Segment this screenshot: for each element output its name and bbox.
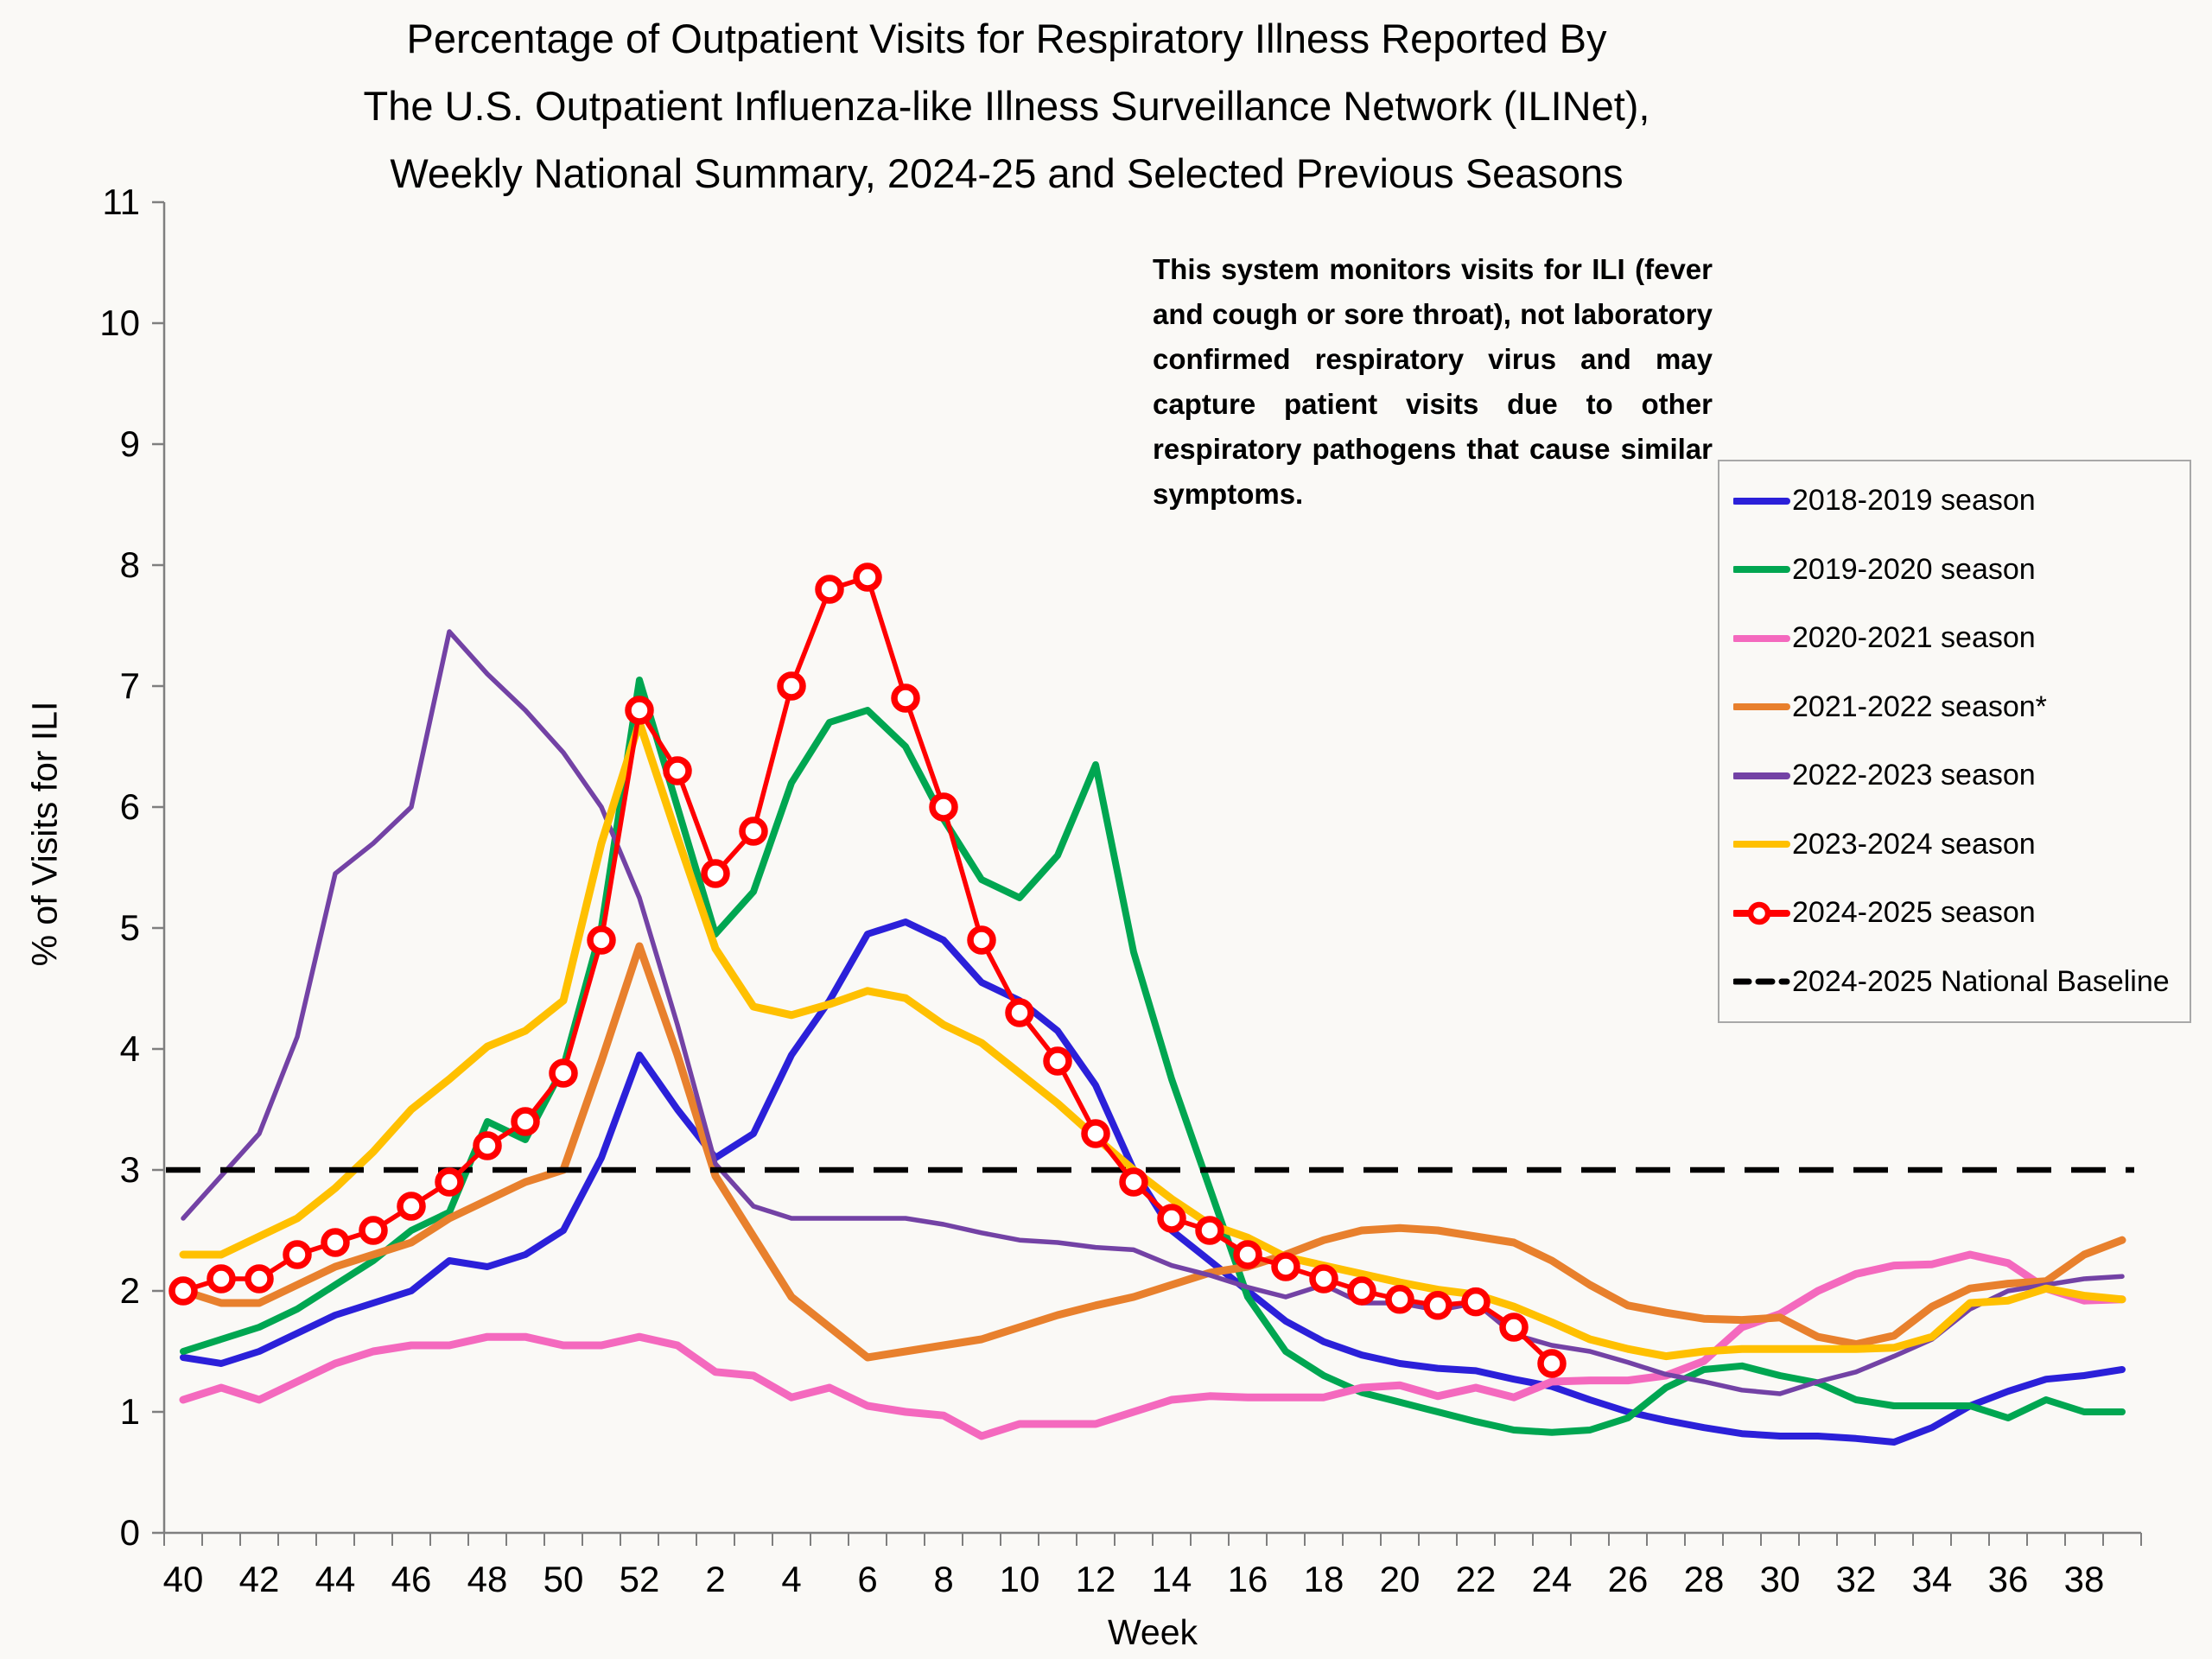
x-tick-label: 12 [1075, 1559, 1116, 1599]
x-tick-label: 10 [999, 1559, 1040, 1599]
x-tick-label: 26 [1607, 1559, 1649, 1599]
x-tick-label: 34 [1911, 1559, 1953, 1599]
y-tick-label: 11 [102, 181, 140, 222]
legend-item-2021-2022-season- [1733, 690, 2184, 724]
series-marker [932, 796, 955, 818]
legend-item-label: 2018-2019 season [1792, 484, 2036, 517]
series-marker [1389, 1288, 1411, 1311]
legend-item-2023-2024-season [1733, 828, 2184, 861]
x-tick-label: 46 [391, 1559, 432, 1599]
series-marker [248, 1268, 270, 1290]
series-marker [1122, 1171, 1145, 1193]
legend-line-swatch-icon [1733, 486, 1790, 517]
legend-item-2019-2020-season [1733, 553, 2184, 587]
x-tick-label: 32 [1835, 1559, 1877, 1599]
legend-item-label: 2020-2021 season [1792, 621, 2036, 655]
series-marker [1503, 1316, 1525, 1338]
series-marker [666, 760, 689, 782]
series-marker [704, 862, 727, 885]
y-tick-label: 0 [119, 1512, 140, 1553]
legend-item-label: 2022-2023 season [1792, 759, 2036, 792]
series-marker [1274, 1255, 1297, 1278]
series-marker [1465, 1291, 1487, 1313]
x-axis-title: Week [1107, 1612, 1198, 1652]
series-marker [1160, 1207, 1183, 1230]
legend-marker-swatch-icon [1733, 898, 1790, 929]
legend-dashed-swatch-icon [1733, 966, 1790, 997]
x-tick-label: 30 [1759, 1559, 1801, 1599]
x-tick-label: 48 [467, 1559, 508, 1599]
y-tick-label: 8 [119, 544, 140, 585]
legend-item-label: 2023-2024 season [1792, 827, 2036, 861]
y-tick-label: 10 [99, 302, 140, 343]
legend-line-swatch-icon [1733, 760, 1790, 791]
x-tick-label: 4 [781, 1559, 802, 1599]
x-tick-label: 20 [1379, 1559, 1421, 1599]
x-tick-label: 16 [1227, 1559, 1268, 1599]
x-tick-label: 18 [1303, 1559, 1344, 1599]
series-marker [1313, 1268, 1335, 1290]
x-tick-label: 8 [933, 1559, 954, 1599]
y-tick-label: 7 [119, 665, 140, 706]
y-tick-label: 2 [119, 1270, 140, 1311]
legend-line-swatch-icon [1733, 623, 1790, 654]
legend-line-swatch-icon [1733, 829, 1790, 860]
chart-title-line2: The U.S. Outpatient Influenza-like Illness Surveillance Network (ILINet), [363, 83, 1650, 129]
x-tick-label: 28 [1683, 1559, 1725, 1599]
x-tick-label: 44 [315, 1559, 356, 1599]
x-tick-label: 50 [543, 1559, 584, 1599]
legend-line-swatch-icon [1733, 691, 1790, 722]
series-marker [1008, 1001, 1031, 1024]
legend-item-label: 2024-2025 season [1792, 896, 2036, 930]
series-marker [1541, 1352, 1563, 1375]
series-marker [590, 929, 613, 951]
x-tick-label: 2 [705, 1559, 726, 1599]
legend-item-label: 2021-2022 season* [1792, 690, 2047, 723]
legend-item-2022-2023-season [1733, 759, 2184, 792]
chart-title-line1: Percentage of Outpatient Visits for Respiratory Illness Reported By [406, 16, 1607, 61]
series-marker [324, 1231, 346, 1254]
legend-item-2018-2019-season [1733, 484, 2184, 518]
series-marker [1084, 1122, 1107, 1145]
series-marker [1351, 1280, 1373, 1302]
x-tick-label: 6 [857, 1559, 878, 1599]
series-marker [970, 929, 993, 951]
y-axis-title: % of Visits for ILI [24, 701, 65, 967]
legend-item-label: 2024-2025 National Baseline [1792, 964, 2170, 998]
series-marker [818, 578, 841, 601]
series-marker [628, 699, 651, 721]
x-tick-label: 52 [619, 1559, 660, 1599]
series-marker [742, 820, 765, 842]
series-marker [210, 1268, 232, 1290]
y-tick-label: 5 [119, 907, 140, 948]
series-marker [1046, 1050, 1069, 1072]
legend-item-2024-2025-national-baseline [1733, 965, 2184, 999]
x-tick-label: 38 [2063, 1559, 2105, 1599]
legend-line-swatch-icon [1733, 554, 1790, 585]
series-marker [172, 1280, 194, 1302]
y-tick-label: 3 [119, 1149, 140, 1190]
series-marker [856, 566, 879, 588]
y-tick-label: 9 [119, 423, 140, 464]
x-tick-label: 42 [238, 1559, 280, 1599]
x-tick-label: 36 [1987, 1559, 2029, 1599]
series-marker [286, 1243, 308, 1266]
series-marker [1198, 1219, 1221, 1242]
series-marker [400, 1195, 423, 1217]
series-marker [780, 675, 803, 697]
chart-title-line3: Weekly National Summary, 2024-25 and Selected Previous Seasons [390, 150, 1624, 196]
y-tick-label: 1 [119, 1391, 140, 1432]
legend-item-2020-2021-season [1733, 621, 2184, 655]
y-tick-label: 4 [119, 1028, 140, 1069]
legend-item-label: 2019-2020 season [1792, 552, 2036, 586]
series-marker [438, 1171, 461, 1193]
legend-item-2024-2025-season [1733, 896, 2184, 930]
series-marker [552, 1062, 575, 1084]
x-tick-label: 14 [1151, 1559, 1192, 1599]
x-tick-label: 24 [1531, 1559, 1573, 1599]
x-tick-label: 40 [162, 1559, 204, 1599]
series-marker [1427, 1294, 1449, 1317]
x-tick-label: 22 [1455, 1559, 1497, 1599]
series-marker [362, 1219, 385, 1242]
y-tick-label: 6 [119, 786, 140, 827]
series-marker [514, 1110, 537, 1133]
annotation-note: This system monitors visits for ILI (fever and cough or sore throat), not laboratory confirmed respiratory virus and may capture patient visits due to other respiratory pathogens that cause similar symptoms. [1153, 253, 1713, 510]
series-marker [1236, 1243, 1259, 1266]
series-marker [894, 687, 917, 709]
legend [1718, 460, 2191, 1023]
series-marker [476, 1135, 499, 1157]
